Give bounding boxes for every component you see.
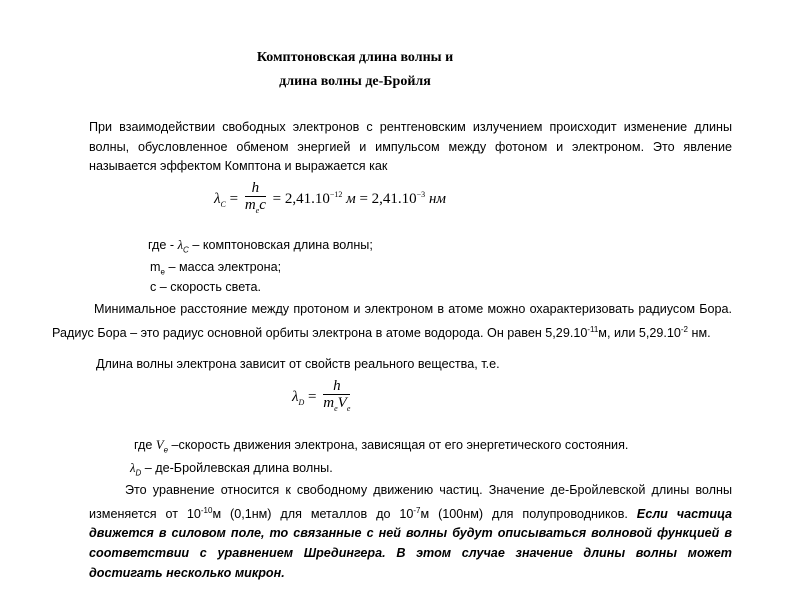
bohr-mid: м, или 5,29.10: [598, 325, 681, 340]
bohr-exp2: -2: [680, 324, 689, 334]
formula1-den: m: [244, 197, 256, 213]
bohr-paragraph: [52, 300, 732, 343]
def-compton-wavelength: [148, 238, 373, 255]
def-debroglie-wavelength: [130, 461, 333, 478]
formula1-lambda-sub: C: [220, 199, 226, 209]
def3-symbol: V: [155, 438, 164, 452]
formula1-lambda: λ: [214, 190, 221, 207]
final-text: Это уравнение относится к свободному движению частиц. Значение де-Бройлевской длины волны изменяется от 10: [89, 483, 732, 521]
def4-symbol-sub: D: [135, 468, 142, 478]
def-velocity: [134, 438, 628, 455]
formula2-den-tail: V: [337, 395, 347, 411]
final-bold-text: Если частица движется в силовом поле, то связанные с ней волны будут описываться волновой функцией в соответствии с уравнением Шредингера. В этом случае значение длины волны может достигать несколько микрон.: [89, 506, 732, 580]
final-exp2: -7: [413, 505, 421, 515]
formula2-lambda: λ: [292, 388, 299, 405]
formula1-fraction: [245, 180, 266, 219]
def1-symbol: λ: [177, 238, 184, 252]
final-exp1: -10: [200, 505, 213, 515]
def2-symbol: m: [150, 260, 161, 274]
formula2-num: h: [333, 378, 341, 394]
def3-text: –скорость движения электрона, зависящая от его энергетического состояния.: [171, 438, 629, 452]
def4-symbol: λ: [130, 461, 136, 475]
formula1-unit2: нм: [428, 190, 446, 207]
def3-prefix: где: [134, 438, 153, 452]
final-paragraph: [89, 481, 732, 583]
formula1-exp2: −3: [416, 189, 426, 199]
formula1-value1: 2,41.10: [284, 190, 330, 207]
bohr-end: нм.: [688, 325, 711, 340]
final-mid2: м (100нм) для полупроводников.: [420, 506, 637, 521]
formula1-den-tail: c: [259, 197, 266, 213]
formula2-fraction: [323, 378, 350, 417]
bohr-exp1: -11: [587, 324, 599, 334]
formula1-exp1: −12: [329, 189, 343, 199]
def1-symbol-sub: C: [183, 245, 189, 255]
formula2-lambda-sub: D: [298, 397, 305, 407]
debroglie-formula: $\lambda_D$ = $\frac{h}{m_eV_e}$: [292, 378, 353, 417]
compton-formula: $\lambda_C$ = $\frac{h}{m_ec}$ = $2,41.10^{-12}$ $м = 2,41.10^{-3}$ нм: [214, 180, 446, 219]
def4-text: – де-Бройлевская длина волны.: [144, 461, 333, 475]
def1-prefix: где -: [148, 238, 175, 252]
def2-symbol-sub: e: [160, 267, 165, 277]
depends-line: Длина волны электрона зависит от свойств реального вещества, т.е.: [96, 357, 500, 371]
formula1-unit1: м: [346, 190, 356, 207]
formula1-value2: 2,41.10: [371, 190, 417, 207]
def2-text: – масса электрона;: [168, 260, 282, 274]
def1-text: – комптоновская длина волны;: [192, 238, 373, 252]
page-title-line-1: Комптоновская длина волны и: [256, 50, 454, 65]
formula1-den-sub: e: [255, 206, 260, 215]
def-electron-mass: [150, 260, 281, 277]
formula1-num: h: [251, 180, 260, 196]
bohr-text: Минимальное расстояние между протоном и электроном в атоме можно охарактеризовать радиусом Бора. Радиус Бора – это радиус основной орбиты электрона в атоме водорода. Он равен 5,29.10: [52, 302, 732, 340]
page-title-line-2: длина волны де-Бройля: [279, 74, 431, 89]
formula2-den-tail-sub: e: [346, 404, 351, 413]
def3-symbol-sub: e: [163, 445, 169, 455]
formula2-den-sub: e: [334, 404, 338, 413]
final-mid1: м (0,1нм) для металлов до 10: [212, 506, 414, 521]
formula2-den: m: [323, 395, 335, 411]
intro-paragraph: При взаимодействии свободных электронов с рентгеновским излучением происходит изменение длины волны, обусловленное обменом энергией и импульсом между фотоном и электроном. Это явление называется эффектом Комптона и выражается как: [89, 120, 732, 174]
def-speed-of-light: с – скорость света.: [150, 280, 261, 294]
